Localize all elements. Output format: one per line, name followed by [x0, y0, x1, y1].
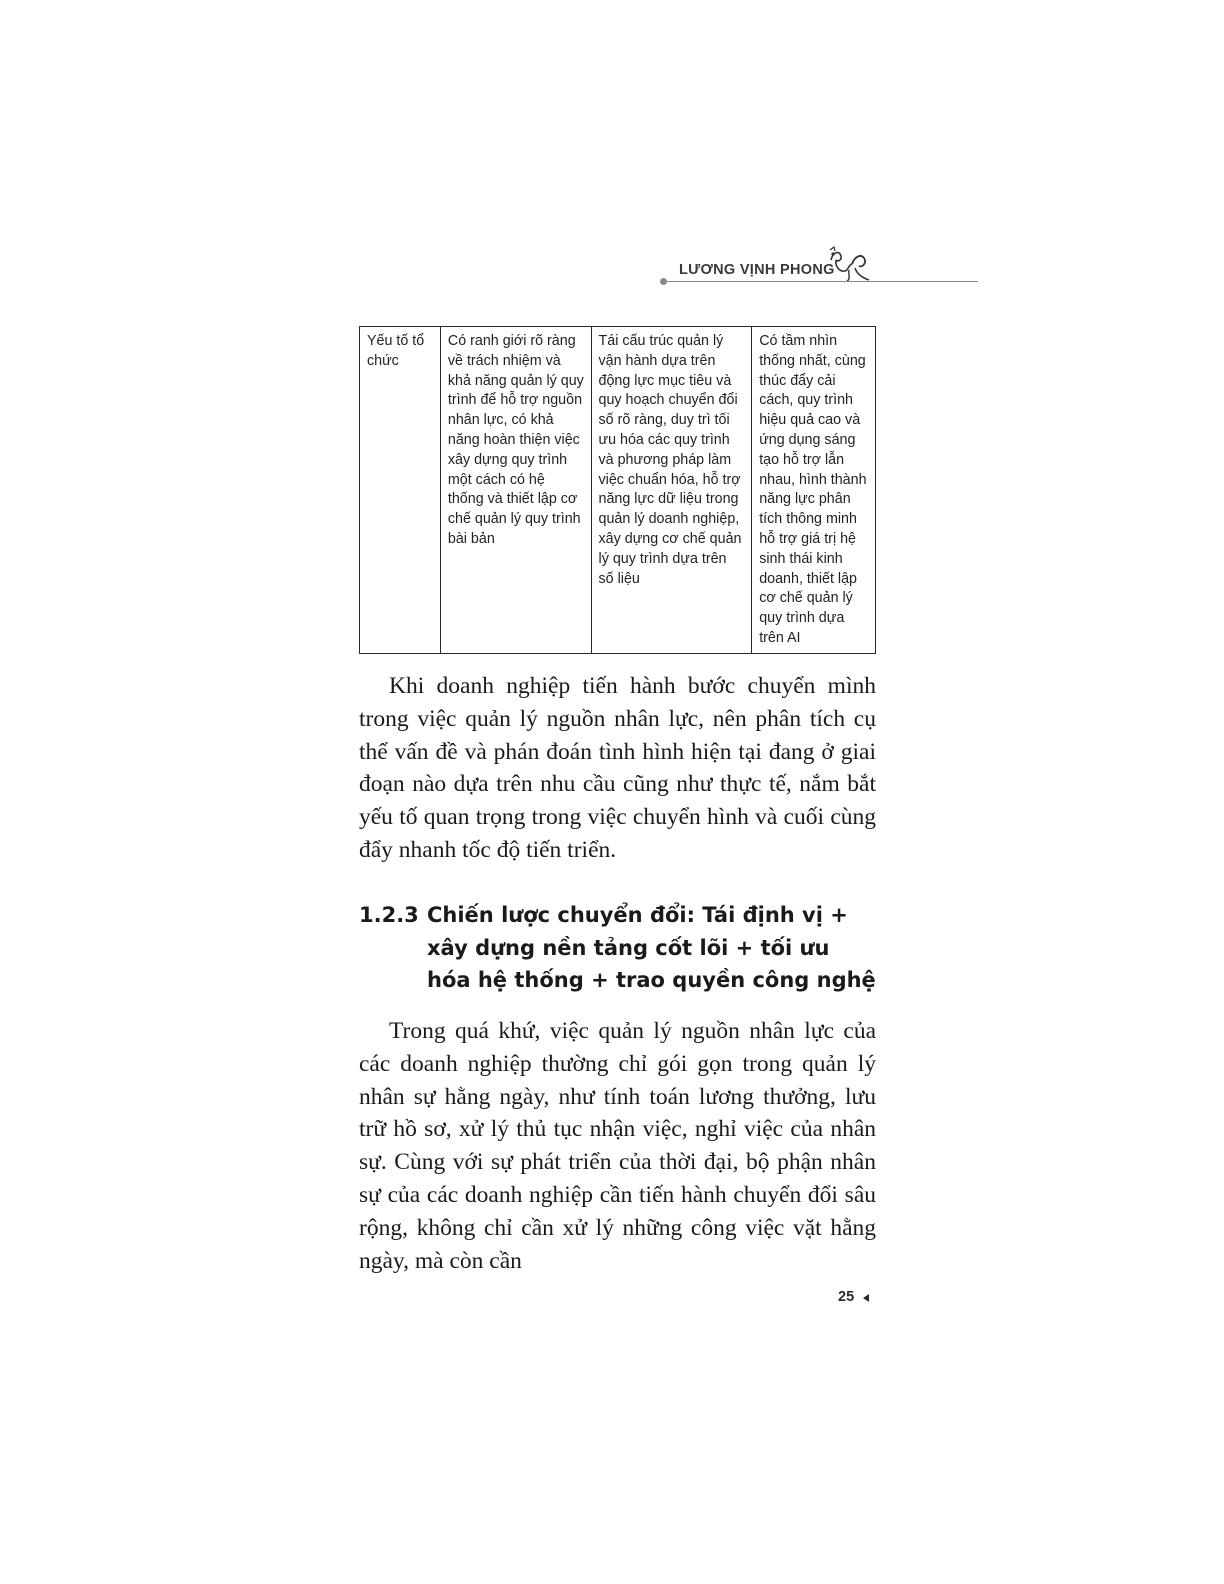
table-cell-stage-2: Tái cấu trúc quản lý vận hành dựa trên động lực mục tiêu và quy hoạch chuyển đổi số rõ ràng, duy trì tối ưu hóa các quy trình và phương pháp làm việc chuẩn hóa, hỗ trợ năng lực dữ liệu trong quản lý doanh nghiệp, xây dựng cơ chế quản lý quy trình dựa trên số liệu — [591, 327, 752, 654]
section-title: Chiến lược chuyển đổi: Tái định vị + xây dựng nền tảng cốt lõi + tối ưu hóa hệ thống + trao quyền công nghệ — [427, 903, 876, 992]
table-cell-stage-1: Có ranh giới rõ ràng về trách nhiệm và khả năng quản lý quy trình để hỗ trợ nguồn nhân lực, có khả năng hoàn thiện việc xây dựng quy trình một cách có hệ thống và thiết lập cơ chế quản lý quy trình bài bản — [440, 327, 591, 654]
table-cell-factor: Yếu tố tổ chức — [360, 327, 441, 654]
body-paragraph-1: Khi doanh nghiệp tiến hành bước chuyển mình trong việc quản lý nguồn nhân lực, nên phân tích cụ thể vấn đề và phán đoán tình hình hiện tại đang ở giai đoạn nào dựa trên nhu cầu cũng như thực tế, nắm bắt yếu tố quan trọng trong việc chuyển hình và cuối cùng đẩy nhanh tốc độ tiến triển. — [359, 673, 876, 863]
table-row — [360, 327, 876, 654]
page-marker-arrow-icon — [863, 1294, 869, 1302]
body-paragraph-2: Trong quá khứ, việc quản lý nguồn nhân lực của các doanh nghiệp thường chỉ gói gọn trong quản lý nhân sự hằng ngày, như tính toán lương thưởng, lưu trữ hồ sơ, xử lý thủ tục nhận việc, nghỉ việc của nhân sự. Cùng với sự phát triển của thời đại, bộ phận nhân sự của các doanh nghiệp cần tiến hành chuyển đổi sâu rộng, không chỉ cần xử lý những công việc vặt hằng ngày, mà còn cần — [359, 1018, 876, 1274]
page-number: 25 — [838, 1289, 855, 1305]
comparison-table — [359, 326, 876, 654]
author-name: LƯƠNG VỊNH PHONG — [679, 262, 835, 278]
section-number: 1.2.3 — [359, 903, 419, 927]
publisher-logo-icon — [825, 246, 873, 282]
header-rule — [664, 281, 978, 282]
running-header — [660, 246, 978, 286]
header-rule-dot — [660, 278, 667, 285]
table-cell-stage-3: Có tầm nhìn thống nhất, cùng thúc đẩy cải cách, quy trình hiệu quả cao và ứng dụng sáng tạo hỗ trợ lẫn nhau, hình thành năng lực phân tích thông minh hỗ trợ giá trị hệ sinh thái kinh doanh, thiết lập cơ chế quản lý quy trình dựa trên AI — [752, 327, 876, 654]
